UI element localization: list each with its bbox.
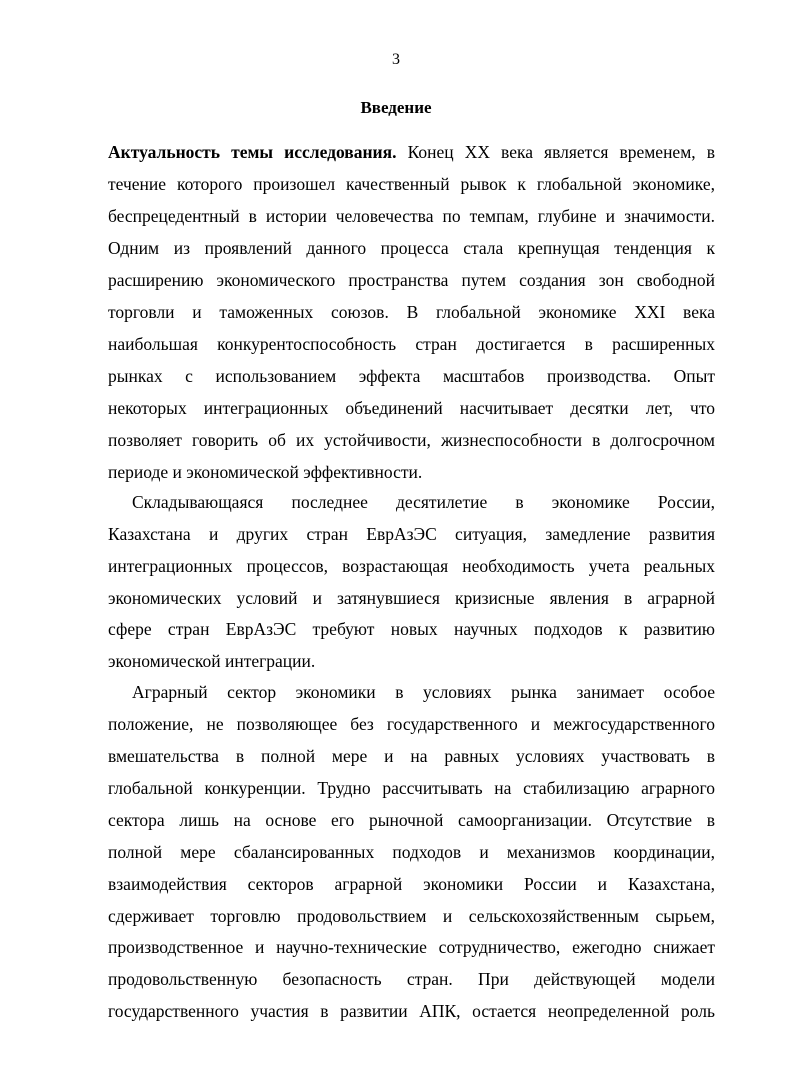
text-line: рынках с использованием эффекта масштабов производства. Опыт bbox=[108, 366, 715, 386]
text-line: взаимодействия секторов аграрной экономики России и Казахстана, bbox=[108, 874, 715, 894]
text-line: Казахстана и других стран ЕврАзЭС ситуация, замедление развития bbox=[108, 524, 715, 544]
text-line: наибольшая конкурентоспособность стран достигается в расширенных bbox=[108, 334, 715, 354]
text-line: интеграционных процессов, возрастающая необходимость учета реальных bbox=[108, 556, 715, 576]
text-line: торговли и таможенных союзов. В глобальной экономике XXI века bbox=[108, 302, 715, 322]
text-line: расширению экономического пространства путем создания зон свободной bbox=[108, 270, 715, 290]
lead-phrase: Актуальность темы исследования. bbox=[108, 142, 397, 162]
text-line: положение, не позволяющее без государственного и межгосударственного bbox=[108, 714, 715, 734]
text-line: сдерживает торговлю продовольствием и сельскохозяйственным сырьем, bbox=[108, 906, 715, 926]
text-line: беспрецедентный в истории человечества по темпам, глубине и значимости. bbox=[108, 206, 715, 226]
text-line: сектора лишь на основе его рыночной самоорганизации. Отсутствие в bbox=[108, 810, 715, 830]
text-line: экономической интеграции. bbox=[108, 651, 316, 671]
text-line: сфере стран ЕврАзЭС требуют новых научных подходов к развитию bbox=[108, 619, 715, 639]
text-line: Одним из проявлений данного процесса стала крепнущая тенденция к bbox=[108, 238, 715, 258]
page-heading: Введение bbox=[360, 98, 432, 117]
text-line bbox=[108, 140, 715, 164]
text-line: Аграрный сектор экономики в условиях рынка занимает особое bbox=[132, 682, 715, 702]
text-line: некоторых интеграционных объединений насчитывает десятки лет, что bbox=[108, 398, 715, 418]
page-number: 3 bbox=[392, 51, 400, 68]
text-line: позволяет говорить об их устойчивости, жизнеспособности в долгосрочном bbox=[108, 430, 715, 450]
text-line: течение которого произошел качественный рывок к глобальной экономике, bbox=[108, 174, 715, 194]
text-line: производственное и научно-технические сотрудничество, ежегодно снижает bbox=[108, 937, 715, 957]
text-line: глобальной конкуренции. Трудно рассчитывать на стабилизацию аграрного bbox=[108, 778, 715, 798]
text-line: вмешательства в полной мере и на равных условиях участвовать в bbox=[108, 746, 715, 766]
text-line: продовольственную безопасность стран. При действующей модели bbox=[108, 969, 715, 989]
text-line: периоде и экономической эффективности. bbox=[108, 462, 423, 482]
text-line: государственного участия в развитии АПК, остается неопределенной роль bbox=[108, 1001, 715, 1021]
text-line: экономических условий и затянувшиеся кризисные явления в аграрной bbox=[108, 588, 715, 608]
text-line: Складывающаяся последнее десятилетие в экономике России, bbox=[132, 492, 715, 512]
lead-continuation: Конец XX века является временем, в bbox=[396, 142, 715, 162]
text-line: полной мере сбалансированных подходов и механизмов координации, bbox=[108, 842, 715, 862]
